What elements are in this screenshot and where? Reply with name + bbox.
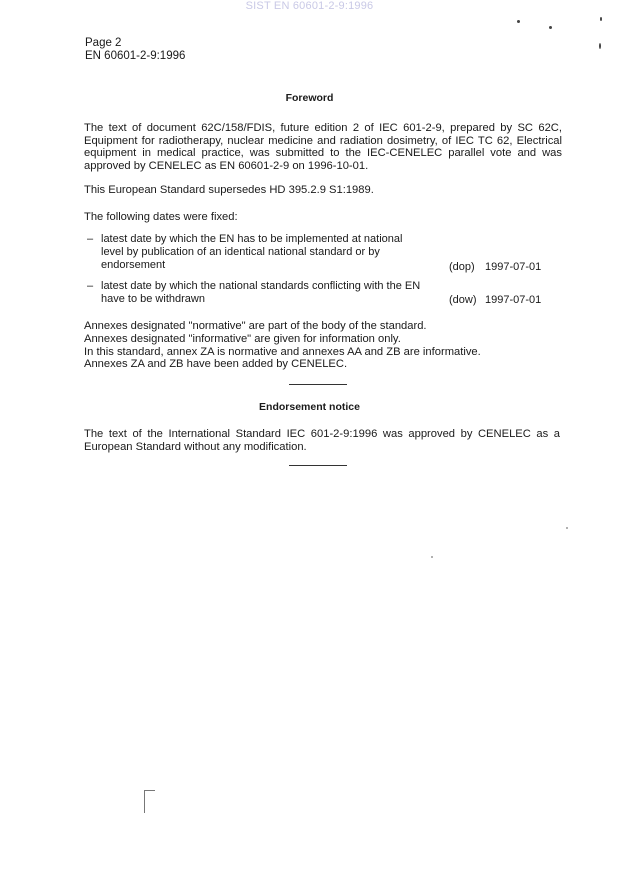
endorsement-title: Endorsement notice — [259, 401, 360, 413]
date-item-dop — [87, 233, 553, 273]
annex-line: In this standard, annex ZA is normative and annexes AA and ZB are informative. — [84, 345, 481, 358]
end-divider — [289, 465, 347, 466]
foreword-paragraph-supersedes: This European Standard supersedes HD 395.2.9 S1:1989. — [84, 184, 374, 196]
scan-mark — [144, 790, 155, 813]
list-dash: – — [87, 233, 94, 245]
annex-notes — [84, 320, 562, 371]
date-item-text: latest date by which the national standards conflicting with the EN have to be withdrawn — [101, 280, 421, 305]
list-dash: – — [87, 280, 94, 292]
page-number: Page 2 — [85, 37, 122, 49]
page-header — [85, 37, 185, 63]
scan-speck — [566, 527, 568, 529]
scan-speck — [431, 556, 433, 558]
scan-speck — [549, 26, 552, 29]
foreword-title: Foreword — [285, 92, 334, 104]
scan-speck — [600, 17, 602, 21]
foreword-paragraph-document: The text of document 62C/158/FDIS, future edition 2 of IEC 601-2-9, prepared by SC 62C, Equipment for radiotherapy, nuclear medicine and radiation dosimetry, of IEC TC 62, Electrical equipment in medical practice, was submitted to the IEC-CENELEC parallel vote and was approved by CENELEC as EN 60601-2-9 on 1996-10-01. — [84, 122, 562, 172]
dates-intro: The following dates were fixed: — [84, 211, 238, 223]
annex-line: Annexes ZA and ZB have been added by CENELEC. — [84, 358, 348, 371]
date-item-date: 1997-07-01 — [485, 294, 542, 306]
date-item-code: (dow) — [449, 294, 477, 306]
watermark: SIST EN 60601-2-9:1996 — [245, 0, 374, 12]
standard-reference: EN 60601-2-9:1996 — [85, 50, 186, 62]
date-item-code: (dop) — [449, 261, 475, 273]
date-item-date: 1997-07-01 — [485, 261, 542, 273]
annex-line: Annexes designated "normative" are part of the body of the standard. — [84, 320, 427, 332]
endorsement-paragraph: The text of the International Standard IEC 601-2-9:1996 was approved by CENELEC as a European Standard without any modification. — [84, 428, 560, 453]
scan-speck — [599, 43, 601, 49]
scan-speck — [517, 20, 520, 23]
annex-line: Annexes designated "informative" are given for information only. — [84, 332, 401, 345]
date-item-text: latest date by which the EN has to be implemented at national level by publication of an identical national standard or by endorsement — [101, 233, 403, 271]
date-item-dow — [87, 280, 553, 308]
section-divider — [289, 384, 347, 385]
